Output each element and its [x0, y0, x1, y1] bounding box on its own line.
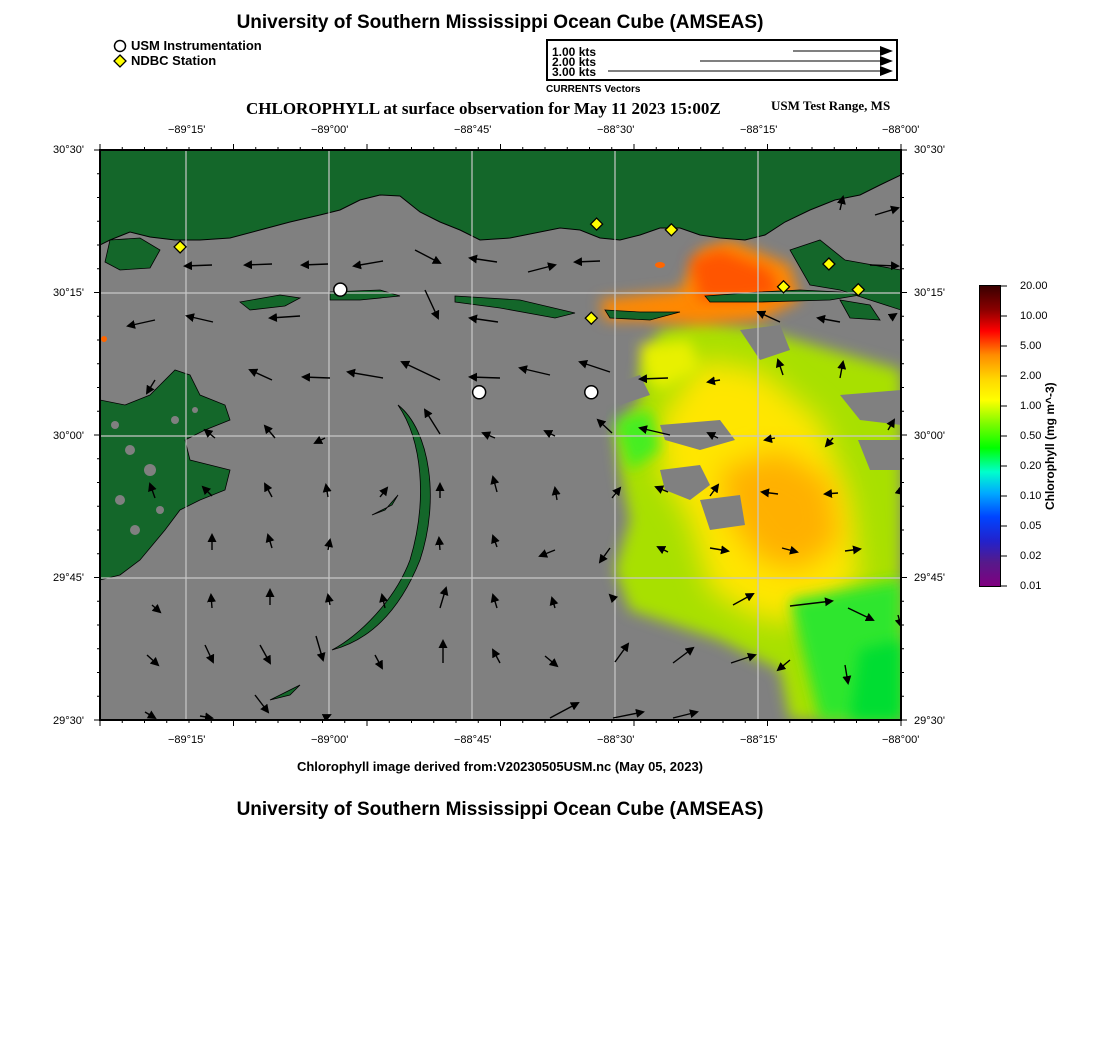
lon-label-bottom-5: −88°15'	[740, 734, 778, 746]
lat-label-right-3: 30°00'	[914, 430, 945, 442]
site-label: USM Test Range, MS	[771, 98, 891, 113]
legend-usm-label: USM Instrumentation	[131, 38, 262, 53]
cb-label-9: 0.05	[1020, 520, 1042, 532]
lon-label-bottom-6: −88°00'	[882, 734, 920, 746]
lat-label-left-3: 30°00'	[53, 430, 84, 442]
lat-label-right-5: 29°30'	[914, 715, 945, 727]
cb-label-4: 2.00	[1020, 370, 1042, 382]
source-note: Chlorophyll image derived from:V20230505USM.nc (May 05, 2023)	[296, 759, 704, 774]
usm-instrument-marker	[473, 386, 486, 399]
vector-key-row-3: 3.00 kts	[552, 65, 597, 79]
footer-title: University of Southern Mississippi Ocean Cube (AMSEAS)	[236, 799, 764, 820]
lat-label-right-4: 29°45'	[914, 572, 945, 584]
plot-subtitle: CHLOROPHYLL at surface observation for May 11 2023 15:00Z	[246, 99, 721, 118]
cb-label-6: 0.50	[1020, 430, 1042, 442]
lat-label-right-2: 30°15'	[914, 287, 945, 299]
usm-instrument-marker	[334, 283, 347, 296]
cb-label-8: 0.10	[1020, 490, 1042, 502]
vector-key-row-2: 2.00 kts	[552, 55, 597, 69]
cb-label-5: 1.00	[1020, 400, 1042, 412]
cb-label-3: 5.00	[1020, 340, 1042, 352]
colorbar-ticks	[1000, 280, 1020, 592]
lon-label-top-6: −88°00'	[882, 124, 920, 136]
lon-label-top-1: −89°15'	[168, 124, 206, 136]
cb-label-11: 0.01	[1020, 580, 1042, 592]
lat-label-right-1: 30°30'	[914, 144, 945, 156]
lat-label-left-2: 30°15'	[53, 287, 84, 299]
lon-label-top-4: −88°30'	[597, 124, 635, 136]
lon-label-top-3: −88°45'	[454, 124, 492, 136]
main-title: University of Southern Mississippi Ocean Cube (AMSEAS)	[236, 12, 764, 33]
lat-label-left-5: 29°30'	[53, 715, 84, 727]
lon-label-top-2: −89°00'	[311, 124, 349, 136]
usm-instrument-marker	[585, 386, 598, 399]
vector-key-row-1: 1.00 kts	[552, 45, 597, 59]
cb-label-10: 0.02	[1020, 550, 1042, 562]
cb-label-1: 20.00	[1020, 280, 1048, 292]
lon-label-bottom-1: −89°15'	[168, 734, 206, 746]
lon-label-bottom-3: −88°45'	[454, 734, 492, 746]
cb-label-2: 10.00	[1020, 310, 1048, 322]
lat-label-left-1: 30°30'	[53, 144, 84, 156]
lon-label-top-5: −88°15'	[740, 124, 778, 136]
cb-label-7: 0.20	[1020, 460, 1042, 472]
vector-key-caption: CURRENTS Vectors	[546, 84, 641, 95]
lon-label-bottom-4: −88°30'	[597, 734, 635, 746]
colorbar-gradient	[980, 286, 1000, 586]
lon-label-bottom-2: −89°00'	[311, 734, 349, 746]
colorbar	[979, 285, 1001, 587]
colorbar-title: Chlorophyll (mg m^-3)	[1043, 382, 1057, 510]
legend-ndbc-label: NDBC Station	[131, 53, 217, 68]
lat-label-left-4: 29°45'	[53, 572, 84, 584]
